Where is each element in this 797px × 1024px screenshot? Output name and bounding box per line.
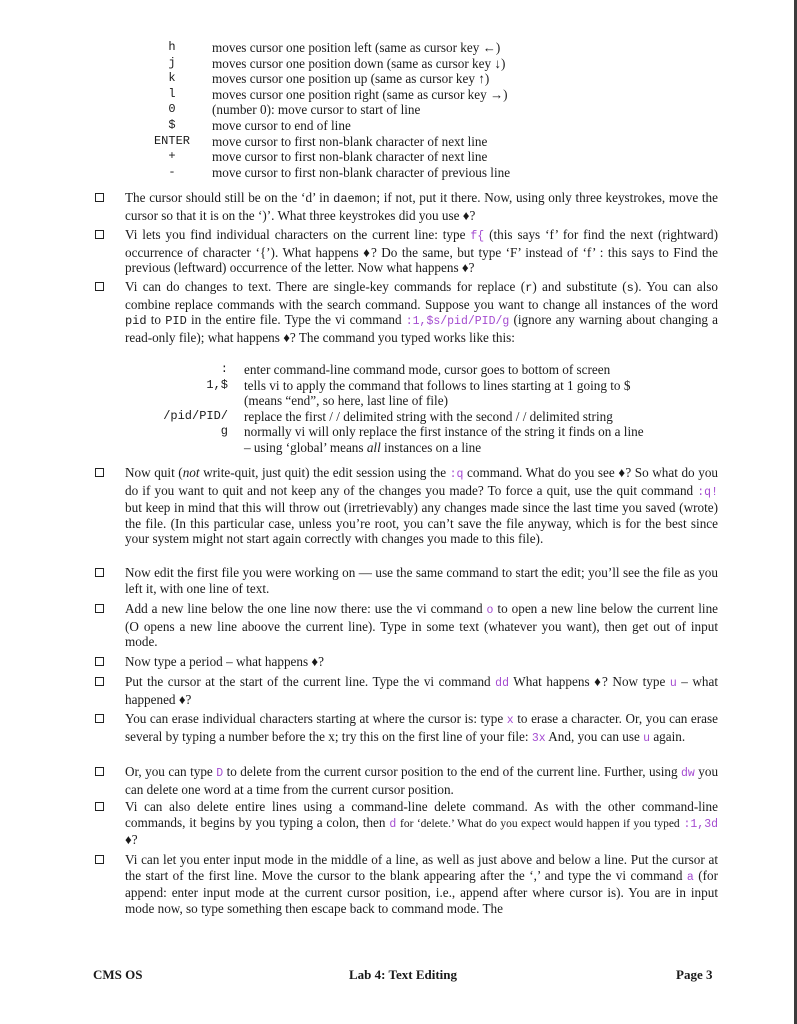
item-text: Now quit (not write-quit, just quit) the edit session using the :q command. What do you see ♦? So what do you do if you want to quit and not keep any of the changes you made? To force a quit, use the quit command :q! but keep in mind that this will throw out (irretrievably) any changes made since the last time you saved (wrote) the file. (In this particular case, unless you’re root, you can’t save the file anyway, which is for the best since your system might not start again correctly with changes you made to this file). (125, 465, 719, 547)
key-desc: move cursor to first non-blank character of next line (212, 133, 488, 149)
command (150, 440, 228, 456)
command: g (220, 424, 228, 439)
key-desc: move cursor to first non-blank character of next line (212, 149, 488, 165)
command-row (150, 362, 644, 378)
key-row (150, 40, 510, 56)
key-row (150, 118, 510, 134)
command-desc: enter command-line command mode, cursor goes to bottom of screen (244, 362, 611, 377)
command: 1,$ (206, 377, 228, 392)
command-row (150, 378, 644, 394)
footer-center: Lab 4: Text Editing (349, 967, 458, 982)
key-desc: move cursor to first non-blank character of previous line (212, 164, 511, 180)
key-table (150, 40, 510, 180)
footer-left: CMS OS (93, 967, 143, 982)
key-desc: moves cursor one position right (same as cursor key →) (212, 86, 508, 102)
key: $ (168, 117, 176, 132)
key-row (150, 149, 510, 165)
key-row (150, 71, 510, 87)
checkbox[interactable] (95, 802, 104, 811)
checkbox[interactable] (95, 714, 104, 723)
key: k (168, 71, 176, 86)
item-text: Or, you can type D to delete from the current cursor position to the end of the current line. Further, using dw you can delete one word at a time from the current cursor position. (125, 764, 719, 797)
checkbox[interactable] (95, 230, 104, 239)
checkbox[interactable] (95, 855, 104, 864)
key: l (168, 86, 176, 101)
checkbox[interactable] (95, 568, 104, 577)
item-text: Vi can let you enter input mode in the middle of a line, as well as just above and below a line. Put the cursor at the start of the first line. Move the cursor to the blank appearing after the ‘,’ and type the vi command a (for append: enter input mode at the current cursor position, i.e., append after where cursor is). You are in input mode now, so type something then escape back to command mode. The (125, 852, 719, 916)
key-row (150, 134, 510, 150)
key: j (168, 55, 176, 70)
key-row (150, 87, 510, 103)
command-desc: tells vi to apply the command that follows to lines starting at 1 going to $ (244, 377, 631, 393)
checkbox[interactable] (95, 767, 104, 776)
key-desc: moves cursor one position left (same as cursor key ←) (212, 40, 501, 55)
item-text: Vi lets you find individual characters on the current line: type f{ (this says ‘f’ for find the next (rightward) occurrence of character ‘{’). What happens ♦? Do the same, but type ‘F’ instead of ‘f’ : this says to Find the previous (leftward) occurrence of the letter. Now what happens ♦? (125, 227, 719, 276)
key-desc: move cursor to end of line (212, 117, 351, 133)
command-desc: replace the first / / delimited string with the second / / delimited string (244, 408, 613, 424)
command: : (220, 362, 228, 376)
command (150, 393, 228, 409)
key: h (168, 40, 176, 54)
command-row (150, 440, 644, 456)
footer-page-number: Page 3 (676, 967, 713, 982)
item-text: The cursor should still be on the ‘d’ in daemon; if not, put it there. Now, using only three keystrokes, move the cursor so that it is on the ‘)’. What three keystrokes did you use ♦? (125, 190, 719, 223)
key-desc: moves cursor one position up (same as cursor key ↑) (212, 71, 490, 87)
checkbox[interactable] (95, 468, 104, 477)
key-row (150, 165, 510, 181)
key: ENTER (153, 133, 190, 148)
item-text: Add a new line below the one line now there: use the vi command o to open a new line below the current line (O opens a new line aboove the current line). Type in some text (whatever you want), then get out of input mode. (125, 601, 719, 650)
command-desc: normally vi will only replace the first instance of the string it finds on a line (244, 424, 644, 440)
key-desc: moves cursor one position down (same as cursor key ↓) (212, 55, 506, 71)
checkbox[interactable] (95, 657, 104, 666)
command-desc: (means “end”, so here, last line of file) (244, 393, 448, 409)
command-row (150, 424, 644, 440)
checkbox[interactable] (95, 677, 104, 686)
checkbox[interactable] (95, 193, 104, 202)
item-text: Put the cursor at the start of the current line. Type the vi command dd What happens ♦? Now type u – what happened ♦? (125, 674, 719, 707)
key-row (150, 56, 510, 72)
checkbox[interactable] (95, 282, 104, 291)
command-row (150, 393, 644, 409)
key: + (168, 149, 176, 164)
key-row (150, 102, 510, 118)
key-desc: (number 0): move cursor to start of line (212, 102, 421, 118)
command-desc: – using ‘global’ means all instances on a line (244, 439, 482, 455)
key: 0 (168, 102, 176, 117)
item-text: Now type a period – what happens ♦? (125, 654, 324, 669)
key: - (168, 164, 176, 179)
item-text: Vi can also delete entire lines using a command-line delete command. As with the other command-line commands, it begins by you typing a colon, then d for ‘delete.’ What do you expect would happen if you typed :1,3d ♦? (125, 799, 719, 848)
command-table (150, 362, 644, 456)
item-text: Vi can do changes to text. There are single-key commands for replace (r) and substitute (s). You can also combine replace commands with the search command. Suppose you want to change all instances of the word pid to PID in the entire file. Type the vi command :1,$s/pid/PID/g (ignore any warning about changing a read-only file); what happens ♦? The command you typed works like this: (125, 279, 719, 345)
item-text: You can erase individual characters starting at where the cursor is: type x to erase a character. Or, you can erase several by typing a number before the x; try this on the first line of your file: 3x And, you can use u again. (125, 711, 719, 745)
command-row (150, 409, 644, 425)
item-text: Now edit the first file you were working on — use the same command to start the edit; you’ll see the file as you left it, with one line of text. (125, 565, 718, 596)
command: /pid/PID/ (163, 408, 228, 423)
checkbox[interactable] (95, 604, 104, 613)
